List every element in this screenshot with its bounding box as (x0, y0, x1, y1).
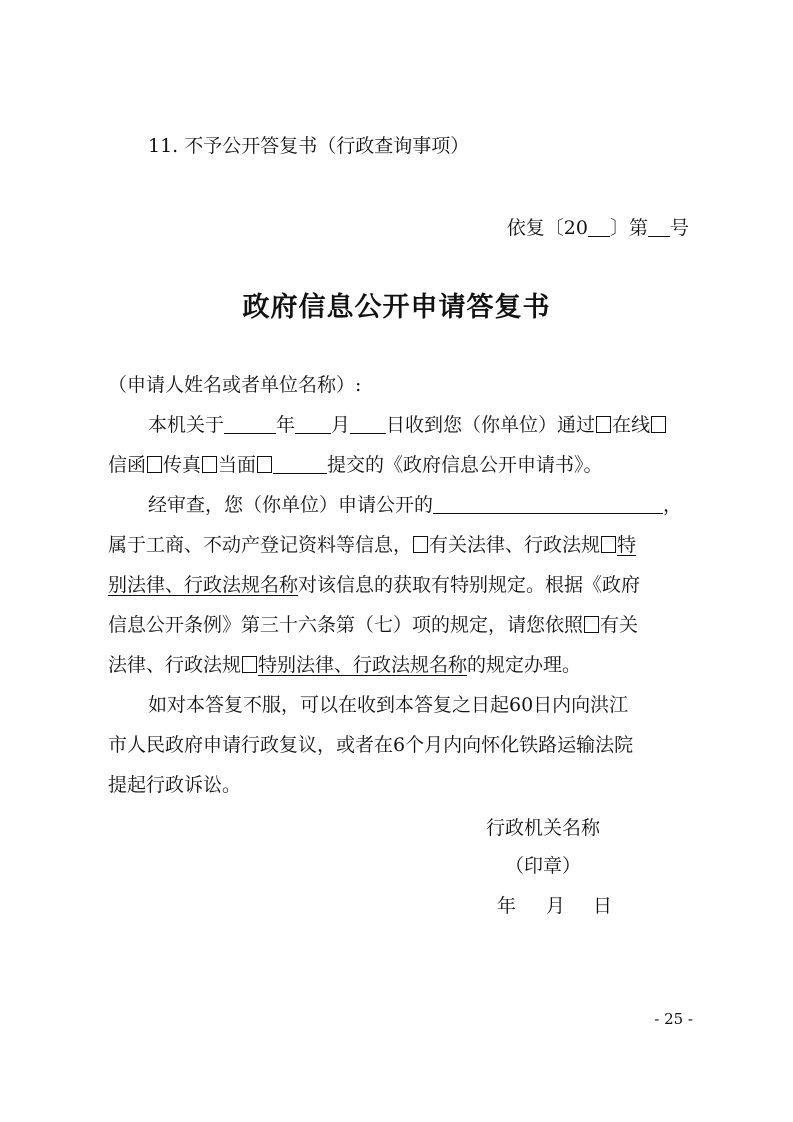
addressee-line: （申请人姓名或者单位名称）: (108, 374, 362, 396)
year-blank (224, 411, 276, 434)
checkbox-special-law-2[interactable] (242, 656, 257, 673)
p1-submitted: 提交的《政府信息公开申请书》。 (327, 454, 603, 476)
info-content-blank (433, 491, 663, 514)
p2-line5a: 法律、行政法规 (108, 654, 242, 676)
docno-mid: 〕第 (609, 217, 648, 239)
p1-year-label: 年 (276, 414, 296, 436)
docno-year-blank (588, 214, 610, 237)
p3-line3: 提起行政诉讼。 (108, 774, 242, 796)
seal-label: （印章） (505, 855, 582, 877)
p2-line4 (108, 606, 638, 644)
p3-line2: 市人民政府申请行政复议，或者在6个月内向怀化铁路运输法院 (108, 734, 634, 756)
p1-lead: 本机关于 (148, 414, 225, 436)
special-law-name-1b: 别法律、行政法规名称 (108, 574, 299, 596)
docno-prefix: 依复〔20 (506, 217, 588, 239)
docno-serial-blank (648, 214, 670, 237)
section-heading: 11. 不予公开答复书（行政查询事项） (148, 135, 470, 157)
p2-line4b: 有关 (600, 614, 639, 636)
opt-letter-label: 信函 (108, 454, 147, 476)
page-number: - 25 - (654, 1010, 693, 1028)
p2-line4: 信息公开条例》第三十六条第（七）项的规定，请您依照 (108, 614, 584, 636)
day-blank (350, 411, 386, 434)
p2-lead: 经审查，您（你单位）申请公开的 (148, 494, 434, 516)
sig-day: 日 (593, 895, 613, 917)
p1-month-label: 月 (331, 414, 351, 436)
docno-suffix: 号 (669, 217, 689, 239)
opt-online-label: 在线 (612, 414, 651, 436)
p2-line2b: 有关法律、行政法规 (429, 534, 601, 556)
checkbox-inperson[interactable] (202, 456, 217, 473)
sig-year: 年 (497, 895, 517, 917)
document-title: 政府信息公开申请答复书 (242, 292, 551, 323)
p2-comma: ， (663, 494, 683, 516)
p2-line3 (108, 566, 640, 604)
p2-line3b: 对该信息的获取有特别规定。根据《政府 (298, 574, 641, 596)
checkbox-special-law[interactable] (601, 536, 616, 553)
p2-line2a: 属于工商、不动产登记资料等信息， (108, 534, 413, 556)
sig-month: 月 (546, 895, 566, 917)
checkbox-letter[interactable] (651, 416, 666, 433)
signature-date (497, 891, 612, 918)
p3-line1: 如对本答复不服，可以在收到本答复之日起60日内向洪江 (148, 694, 629, 716)
other-method-blank (273, 451, 327, 474)
month-blank (295, 411, 331, 434)
p2-line5b: 的规定办理。 (467, 654, 582, 676)
checkbox-online[interactable] (596, 416, 611, 433)
checkbox-law[interactable] (413, 536, 428, 553)
checkbox-other[interactable] (257, 456, 272, 473)
p1-line1 (148, 406, 667, 444)
special-law-name-2: 特别法律、行政法规名称 (258, 654, 468, 676)
p1-line2 (108, 446, 603, 484)
p2-line5 (108, 646, 581, 684)
p2-line1 (148, 486, 682, 524)
checkbox-law-2[interactable] (584, 616, 599, 633)
agency-name: 行政机关名称 (486, 817, 601, 839)
checkbox-fax[interactable] (147, 456, 162, 473)
special-law-name-1a: 特 (617, 534, 637, 556)
p1-day-text: 日收到您（你单位）通过 (386, 414, 596, 436)
opt-inperson-label: 当面 (218, 454, 257, 476)
document-number (507, 213, 689, 240)
p2-line2 (108, 526, 636, 564)
opt-fax-label: 传真 (163, 454, 202, 476)
